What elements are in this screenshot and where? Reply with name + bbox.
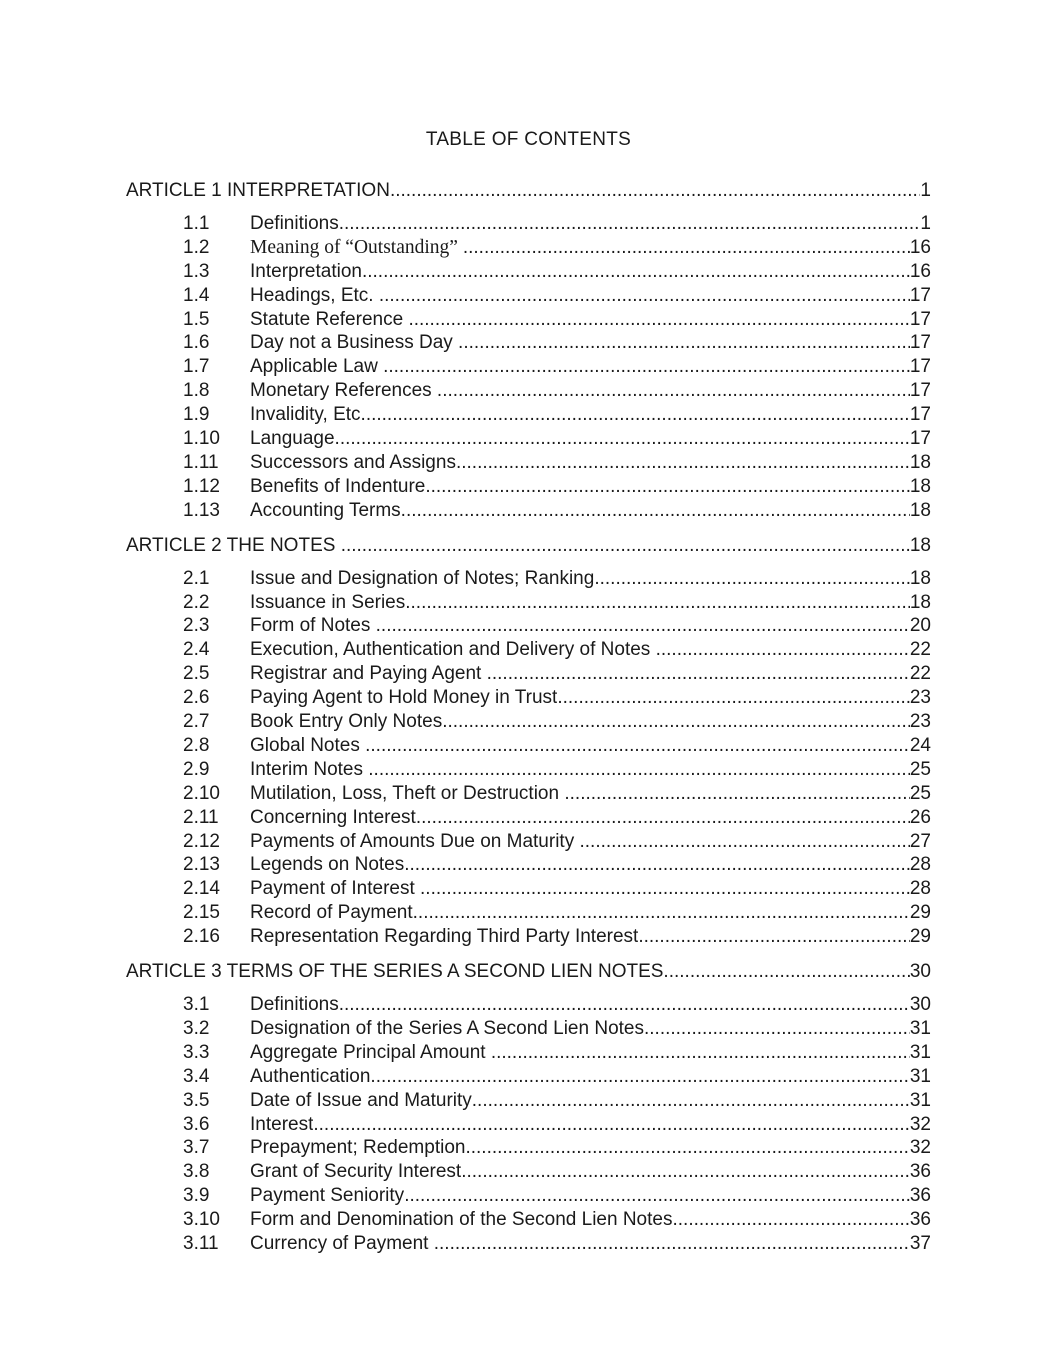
toc-entry xyxy=(126,475,931,499)
article-heading: ARTICLE 3 TERMS OF THE SERIES A SECOND LIEN NOTES xyxy=(126,961,664,983)
section-number: 2.2 xyxy=(183,591,210,613)
section-page-number: 31 xyxy=(909,1017,931,1039)
section-page-number: 37 xyxy=(909,1233,931,1255)
section-number: 3.8 xyxy=(183,1161,210,1183)
section-number: 1.10 xyxy=(183,428,220,450)
section-number: 1.4 xyxy=(183,284,210,306)
toc-entry xyxy=(126,1017,931,1041)
toc-entry xyxy=(126,993,931,1017)
section-number: 2.13 xyxy=(183,854,220,876)
section-title: Benefits of Indenture xyxy=(250,475,426,497)
article-block xyxy=(126,960,931,1256)
section-page-number: 22 xyxy=(909,639,931,661)
toc-entry xyxy=(126,427,931,451)
dot-leader xyxy=(487,662,910,686)
dot-leader xyxy=(362,260,910,284)
article-page-number: 30 xyxy=(909,961,931,983)
toc-entry xyxy=(126,403,931,427)
dot-leader xyxy=(416,806,910,830)
dot-leader xyxy=(456,451,910,475)
toc-entry xyxy=(126,499,931,523)
section-page-number: 18 xyxy=(909,451,931,473)
section-title: Mutilation, Loss, Theft or Destruction xyxy=(250,782,565,804)
article-block xyxy=(126,179,931,523)
section-number: 2.1 xyxy=(183,567,210,589)
toc-entry xyxy=(126,1208,931,1232)
toc-entry xyxy=(126,1041,931,1065)
section-page-number: 17 xyxy=(909,356,931,378)
section-number: 2.11 xyxy=(183,806,219,828)
section-title: Form of Notes xyxy=(250,615,376,637)
section-title: Registrar and Paying Agent xyxy=(250,663,487,685)
dot-leader xyxy=(341,534,910,558)
dot-leader xyxy=(376,614,910,638)
dot-leader xyxy=(379,284,910,308)
dot-leader xyxy=(580,830,910,854)
section-page-number: 18 xyxy=(909,567,931,589)
dot-leader xyxy=(404,853,910,877)
section-page-number: 36 xyxy=(909,1185,931,1207)
section-page-number: 17 xyxy=(909,284,931,306)
dot-leader xyxy=(437,379,910,403)
section-page-number: 31 xyxy=(909,1089,931,1111)
section-title: Payment of Interest xyxy=(250,878,421,900)
section-number: 1.7 xyxy=(183,356,210,378)
section-number: 1.13 xyxy=(183,499,220,521)
article-heading-row xyxy=(126,534,931,558)
section-number: 2.14 xyxy=(183,878,220,900)
toc-entry xyxy=(126,830,931,854)
toc-entry xyxy=(126,451,931,475)
section-number: 2.8 xyxy=(183,734,210,756)
section-page-number: 17 xyxy=(909,428,931,450)
dot-leader xyxy=(434,1232,910,1256)
dot-leader xyxy=(401,499,910,523)
section-title: Interpretation xyxy=(250,260,362,282)
section-title: Invalidity, Etc. xyxy=(250,404,366,426)
section-title: Representation Regarding Third Party Interest xyxy=(250,926,639,948)
section-title: Date of Issue and Maturity xyxy=(250,1089,472,1111)
section-page-number: 24 xyxy=(909,734,931,756)
toc-entry xyxy=(126,877,931,901)
section-number: 3.1 xyxy=(183,994,210,1015)
article-heading-row xyxy=(126,960,931,984)
toc-entry xyxy=(126,710,931,734)
toc-entry xyxy=(126,901,931,925)
section-page-number: 20 xyxy=(909,615,931,637)
toc-entry xyxy=(126,236,931,260)
dot-leader xyxy=(335,427,910,451)
section-number: 1.5 xyxy=(183,308,210,330)
article-page-number: 18 xyxy=(909,534,931,556)
section-number: 2.10 xyxy=(183,782,220,804)
section-page-number: 29 xyxy=(909,926,931,948)
section-title: Aggregate Principal Amount xyxy=(250,1041,491,1063)
section-title: Interim Notes xyxy=(250,758,369,780)
dot-leader xyxy=(368,758,910,782)
section-number: 2.5 xyxy=(183,663,210,685)
section-title: Paying Agent to Hold Money in Trust xyxy=(250,687,558,709)
section-page-number: 32 xyxy=(909,1113,931,1135)
section-number: 1.1 xyxy=(183,212,210,234)
article-heading-row xyxy=(126,179,931,203)
section-title: Meaning of “Outstanding” xyxy=(250,236,463,258)
section-title: Execution, Authentication and Delivery of Notes xyxy=(250,639,656,661)
dot-leader xyxy=(420,877,910,901)
section-title: Legends on Notes xyxy=(250,854,405,876)
section-number: 2.9 xyxy=(183,758,210,780)
article-heading: ARTICLE 1 INTERPRETATION xyxy=(126,180,390,201)
section-page-number: 18 xyxy=(909,475,931,497)
section-title: Headings, Etc. xyxy=(250,284,379,306)
section-number: 1.6 xyxy=(183,332,210,354)
toc-entry xyxy=(126,1160,931,1184)
table-of-contents xyxy=(126,179,931,1256)
section-title: Global Notes xyxy=(250,734,366,756)
section-number: 2.3 xyxy=(183,615,210,637)
section-number: 2.6 xyxy=(183,687,210,709)
section-number: 3.5 xyxy=(183,1089,210,1111)
dot-leader xyxy=(405,591,910,615)
toc-entry xyxy=(126,1089,931,1113)
section-title: Issue and Designation of Notes; Ranking xyxy=(250,567,595,589)
section-title: Form and Denomination of the Second Lien Notes xyxy=(250,1209,673,1231)
section-page-number: 28 xyxy=(909,878,931,900)
toc-entry xyxy=(126,1136,931,1160)
dot-leader xyxy=(472,1089,910,1113)
section-page-number: 1 xyxy=(920,212,931,234)
article-page-number: 1 xyxy=(920,180,931,201)
toc-entry xyxy=(126,758,931,782)
section-page-number: 18 xyxy=(909,591,931,613)
section-number: 2.16 xyxy=(183,926,220,948)
section-page-number: 16 xyxy=(909,260,931,282)
toc-entry xyxy=(126,782,931,806)
section-page-number: 31 xyxy=(909,1065,931,1087)
section-page-number: 22 xyxy=(909,663,931,685)
dot-leader xyxy=(465,1136,909,1160)
section-title: Designation of the Series A Second Lien Notes xyxy=(250,1017,644,1039)
dot-leader xyxy=(663,960,909,984)
section-title: Concerning Interest xyxy=(250,806,416,828)
toc-entry xyxy=(126,662,931,686)
toc-entry xyxy=(126,331,931,355)
section-page-number: 25 xyxy=(909,758,931,780)
section-page-number: 31 xyxy=(909,1041,931,1063)
section-page-number: 26 xyxy=(909,806,931,828)
section-number: 1.8 xyxy=(183,380,210,402)
section-number: 3.4 xyxy=(183,1065,210,1087)
dot-leader xyxy=(365,734,910,758)
article-heading: ARTICLE 2 THE NOTES xyxy=(126,534,341,556)
section-number: 1.9 xyxy=(183,404,210,426)
section-number: 1.2 xyxy=(183,236,210,258)
section-title: Interest xyxy=(250,1113,314,1135)
dot-leader xyxy=(564,782,910,806)
toc-entry xyxy=(126,567,931,591)
section-title: Authentication xyxy=(250,1065,371,1087)
section-page-number: 23 xyxy=(909,711,931,733)
dot-leader xyxy=(463,236,910,260)
toc-entry xyxy=(126,614,931,638)
dot-leader xyxy=(425,475,910,499)
toc-entry xyxy=(126,1184,931,1208)
dot-leader xyxy=(638,925,910,949)
dot-leader xyxy=(461,1160,910,1184)
dot-leader xyxy=(413,901,910,925)
dot-leader xyxy=(442,710,910,734)
section-title: Monetary References xyxy=(250,380,437,402)
section-number: 2.12 xyxy=(183,830,220,852)
article-block xyxy=(126,534,931,949)
section-page-number: 17 xyxy=(909,380,931,402)
dot-leader xyxy=(370,1065,909,1089)
section-page-number: 25 xyxy=(909,782,931,804)
section-title: Accounting Terms xyxy=(250,499,401,521)
toc-entry xyxy=(126,638,931,662)
toc-entry xyxy=(126,212,931,236)
section-page-number: 30 xyxy=(909,994,931,1015)
section-page-number: 23 xyxy=(909,687,931,709)
page-title: TABLE OF CONTENTS xyxy=(425,129,632,150)
section-page-number: 27 xyxy=(909,830,931,852)
section-page-number: 17 xyxy=(909,404,931,426)
toc-entry xyxy=(126,284,931,308)
section-title: Applicable Law xyxy=(250,356,384,378)
toc-entry xyxy=(126,1113,931,1137)
toc-entry xyxy=(126,853,931,877)
section-number: 2.7 xyxy=(183,711,210,733)
toc-entry xyxy=(126,379,931,403)
section-title: Language xyxy=(250,428,335,450)
section-number: 3.10 xyxy=(183,1209,220,1231)
section-number: 2.4 xyxy=(183,639,210,661)
section-page-number: 16 xyxy=(909,236,931,258)
section-page-number: 18 xyxy=(909,499,931,521)
dot-leader xyxy=(390,179,920,203)
dot-leader xyxy=(557,686,910,710)
section-title: Issuance in Series xyxy=(250,591,406,613)
section-number: 3.3 xyxy=(183,1041,210,1063)
section-page-number: 36 xyxy=(909,1209,931,1231)
section-page-number: 28 xyxy=(909,854,931,876)
section-title: Prepayment; Redemption xyxy=(250,1137,466,1159)
toc-entry xyxy=(126,925,931,949)
section-title: Definitions xyxy=(250,994,339,1015)
section-page-number: 32 xyxy=(909,1137,931,1159)
dot-leader xyxy=(339,993,910,1017)
toc-entry xyxy=(126,308,931,332)
toc-entry xyxy=(126,734,931,758)
section-title: Payment Seniority xyxy=(250,1185,405,1207)
section-title: Day not a Business Day xyxy=(250,332,459,354)
toc-entry xyxy=(126,686,931,710)
toc-entry xyxy=(126,260,931,284)
section-title: Successors and Assigns xyxy=(250,451,456,473)
section-title: Book Entry Only Notes xyxy=(250,711,443,733)
section-number: 1.12 xyxy=(183,475,220,497)
section-number: 3.6 xyxy=(183,1113,210,1135)
dot-leader xyxy=(458,331,910,355)
dot-leader xyxy=(644,1017,910,1041)
dot-leader xyxy=(404,1184,910,1208)
section-title: Definitions xyxy=(250,212,339,234)
section-title: Grant of Security Interest xyxy=(250,1161,462,1183)
section-number: 3.9 xyxy=(183,1185,210,1207)
section-title: Record of Payment xyxy=(250,902,413,924)
dot-leader xyxy=(339,212,921,236)
toc-entry xyxy=(126,355,931,379)
section-page-number: 17 xyxy=(909,308,931,330)
section-number: 3.11 xyxy=(183,1233,219,1255)
dot-leader xyxy=(383,355,910,379)
section-number: 1.11 xyxy=(183,451,219,473)
dot-leader xyxy=(491,1041,910,1065)
dot-leader xyxy=(313,1113,909,1137)
section-number: 1.3 xyxy=(183,260,210,282)
section-number: 3.2 xyxy=(183,1017,210,1039)
section-title: Currency of Payment xyxy=(250,1233,434,1255)
section-number: 2.15 xyxy=(183,902,220,924)
dot-leader xyxy=(656,638,910,662)
section-page-number: 29 xyxy=(909,902,931,924)
dot-leader xyxy=(594,567,910,591)
dot-leader xyxy=(672,1208,909,1232)
dot-leader xyxy=(408,308,909,332)
section-page-number: 36 xyxy=(909,1161,931,1183)
section-page-number: 17 xyxy=(909,332,931,354)
dot-leader xyxy=(366,403,910,427)
section-number: 3.7 xyxy=(183,1137,210,1159)
section-title: Statute Reference xyxy=(250,308,409,330)
toc-entry xyxy=(126,806,931,830)
toc-entry xyxy=(126,1065,931,1089)
toc-entry xyxy=(126,1232,931,1256)
toc-entry xyxy=(126,591,931,615)
section-title: Payments of Amounts Due on Maturity xyxy=(250,830,580,852)
